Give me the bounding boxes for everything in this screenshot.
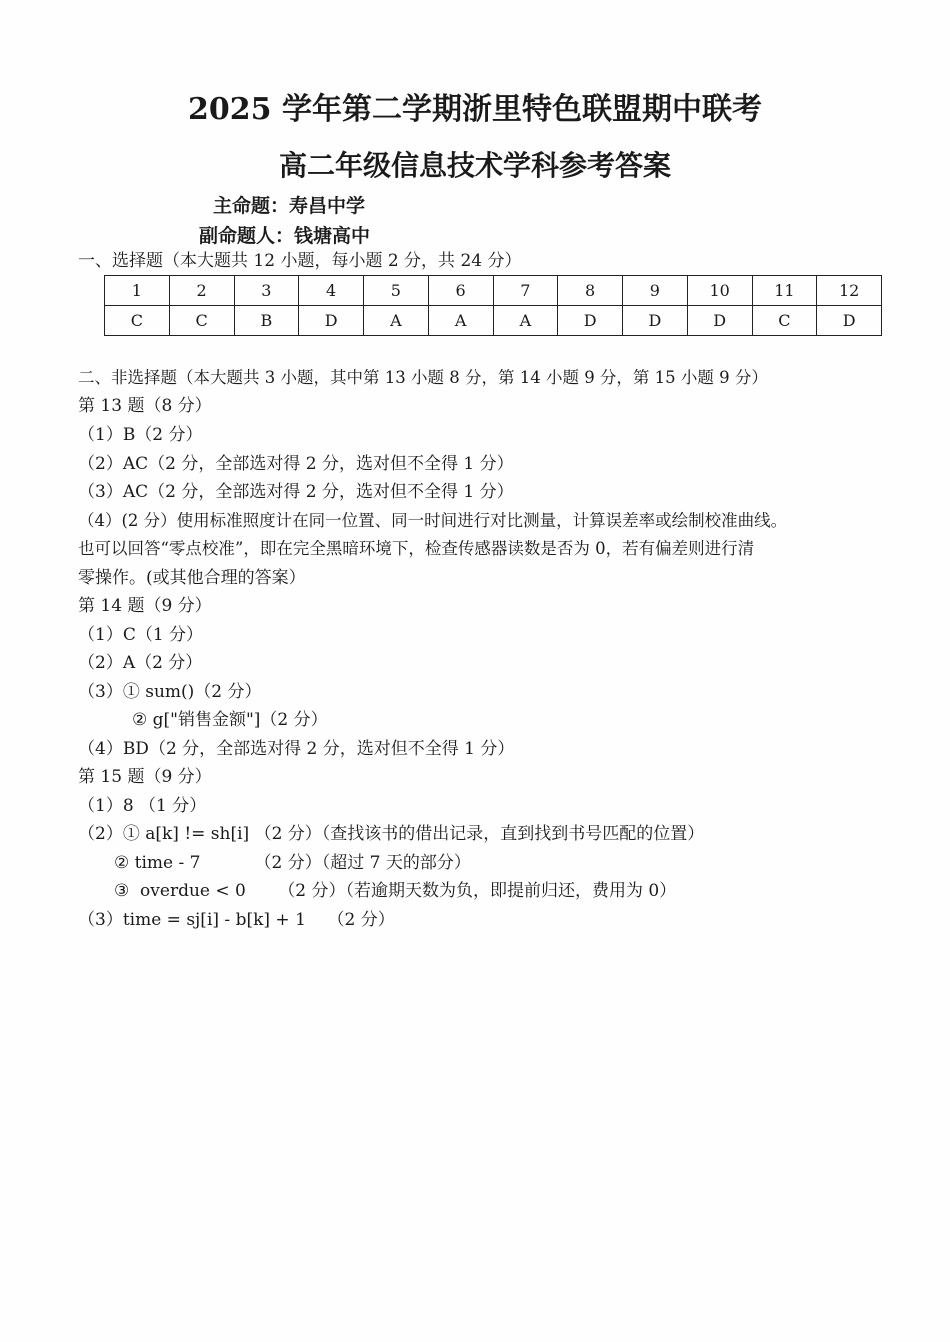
q15-answer-2-part2: ② time - 7 （2 分）（超过 7 天的部分） — [114, 853, 471, 873]
q13-answer-3: （3）AC（2 分，全部选对得 2 分，选对但不全得 1 分） — [78, 482, 514, 502]
q13-title: 第 13 题（8 分） — [78, 396, 212, 416]
q14-answer-2: （2）A（2 分） — [78, 653, 203, 673]
question-number-cell: 10 — [687, 276, 752, 306]
q15-title: 第 15 题（9 分） — [78, 767, 212, 787]
answer-cell: D — [299, 306, 364, 336]
q14-answer-1: （1）C（1 分） — [78, 625, 204, 645]
answer-cell: A — [364, 306, 429, 336]
q14-answer-3-part2: ② g["销售金额"]（2 分） — [132, 710, 328, 730]
answer-cell: C — [752, 306, 817, 336]
question-number-cell: 4 — [299, 276, 364, 306]
answer-row — [105, 306, 882, 336]
main-proposer: 主命题：寿昌中学 — [213, 195, 366, 217]
sub-proposer: 副命题人：钱塘高中 — [199, 225, 371, 247]
question-number-cell: 8 — [558, 276, 623, 306]
answer-cell: A — [428, 306, 493, 336]
question-number-row — [105, 276, 882, 306]
q13-answer-4-line3: 零操作。(或其他合理的答案） — [78, 568, 306, 588]
q15-answer-2-part1: （2）① a[k] != sh[i] （2 分）（查找该书的借出记录，直到找到书号匹配的位置） — [78, 824, 705, 844]
answer-cell: D — [817, 306, 882, 336]
q15-answer-1: （1）8 （1 分） — [78, 796, 207, 816]
section2-heading: 二、非选择题（本大题共 3 小题，其中第 13 小题 8 分，第 14 小题 9 分，第 15 小题 9 分） — [78, 368, 768, 387]
section1-heading: 一、选择题（本大题共 12 小题，每小题 2 分，共 24 分） — [78, 251, 522, 271]
answer-cell: D — [558, 306, 623, 336]
question-number-cell: 9 — [623, 276, 688, 306]
page-subtitle: 高二年级信息技术学科参考答案 — [278, 149, 671, 182]
answer-cell: A — [493, 306, 558, 336]
page-title: 2025 学年第二学期浙里特色联盟期中联考 — [188, 92, 762, 127]
q13-answer-2: （2）AC（2 分，全部选对得 2 分，选对但不全得 1 分） — [78, 454, 514, 474]
q13-answer-4-line1: （4）(2 分）使用标准照度计在同一位置、同一时间进行对比测量，计算误差率或绘制校准曲线。 — [78, 511, 788, 530]
q14-title: 第 14 题（9 分） — [78, 596, 212, 616]
question-number-cell: 7 — [493, 276, 558, 306]
question-number-cell: 11 — [752, 276, 817, 306]
q15-answer-2-part3: ③ overdue < 0 （2 分）（若逾期天数为负，即提前归还，费用为 0） — [114, 881, 677, 901]
answer-cell: C — [105, 306, 170, 336]
answer-cell: D — [623, 306, 688, 336]
answer-cell: C — [169, 306, 234, 336]
question-number-cell: 2 — [169, 276, 234, 306]
answer-cell: D — [687, 306, 752, 336]
answer-cell: B — [234, 306, 299, 336]
question-number-cell: 5 — [364, 276, 429, 306]
q14-answer-4: （4）BD（2 分，全部选对得 2 分，选对但不全得 1 分） — [78, 739, 515, 759]
question-number-cell: 3 — [234, 276, 299, 306]
q15-answer-3: （3）time = sj[i] - b[k] + 1 （2 分） — [78, 910, 395, 930]
q13-answer-1: （1）B（2 分） — [78, 425, 203, 445]
question-number-cell: 6 — [428, 276, 493, 306]
question-number-cell: 1 — [105, 276, 170, 306]
q14-answer-3-part1: （3）① sum()（2 分） — [78, 682, 262, 702]
question-number-cell: 12 — [817, 276, 882, 306]
answer-table — [104, 275, 882, 336]
q13-answer-4-line2: 也可以回答“零点校准”，即在完全黑暗环境下，检查传感器读数是否为 0，若有偏差则进行清 — [78, 539, 755, 558]
